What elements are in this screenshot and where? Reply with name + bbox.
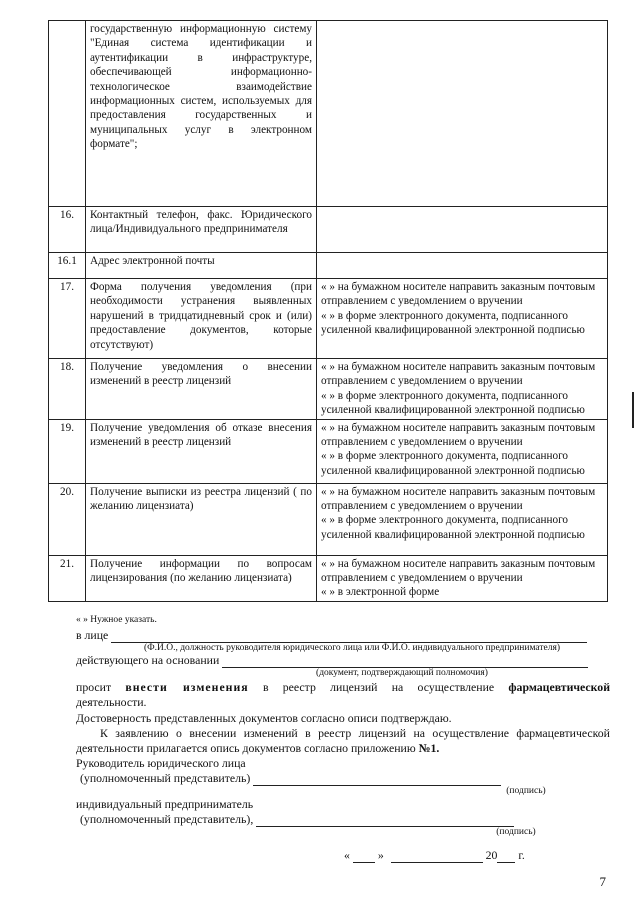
request-end: деятельности. [76, 695, 147, 709]
ip-rep-line [80, 812, 614, 827]
signature-hint-2: (подпись) [496, 827, 536, 837]
row-field-label: Получение уведомления о внесении изменений в реестр лицензий [86, 359, 317, 420]
row-field-value[interactable] [317, 253, 608, 279]
head-rep-line [80, 771, 614, 786]
table-row [49, 253, 608, 279]
row-field-label: Адрес электронной почты [86, 253, 317, 279]
date-day-field[interactable] [353, 862, 375, 863]
confirm-text: Достоверность представленных документов согласно описи подтверждаю. [76, 711, 452, 725]
acting-hint: (документ, подтверждающий полномочия) [316, 668, 488, 678]
request-pre: просит [76, 680, 112, 694]
row-field-value[interactable] [317, 21, 608, 207]
date-close: » [377, 848, 384, 862]
attach-body: К заявлению о внесении изменений в реестр лицензий на осуществление фармацевтической деятельности прилагается опись документов согласно приложению [76, 726, 610, 755]
request-bold2: фармацевтической [508, 680, 610, 694]
acting-label: действующего на основании [76, 653, 220, 667]
table-row [49, 21, 608, 207]
acting-line [76, 653, 610, 668]
row-number: 21. [49, 555, 86, 601]
row-number: 16. [49, 207, 86, 253]
row-field-value[interactable] [317, 207, 608, 253]
table-row [49, 359, 608, 420]
row-number: 20. [49, 483, 86, 555]
ip-label: индивидуальный предприниматель [76, 797, 254, 811]
head-rep: (уполномоченный представитель) [80, 771, 251, 785]
request-mid: в реестр лицензий на осуществление [262, 680, 495, 694]
row-field-label: Получение информации по вопросам лицензирования (по желанию лицензиата) [86, 555, 317, 601]
date-suffix: г. [518, 848, 525, 862]
date-line [344, 848, 604, 863]
table-row [49, 555, 608, 601]
request-line [76, 680, 610, 695]
row-number: 19. [49, 419, 86, 483]
row-field-label: Получение выписки из реестра лицензий ( по желанию лицензиата) [86, 483, 317, 555]
row-number [49, 21, 86, 207]
head-signature-field[interactable] [253, 785, 501, 786]
row-field-value[interactable]: « » на бумажном носителе направить заказным почтовым отправлением с уведомлением о вручении « » в электронной форме [317, 555, 608, 601]
row-field-label: Форма получения уведомления (при необходимости устранения выявленных нарушений в тридцатидневный срок и (или) предоставление документов, которые отсутствуют) [86, 279, 317, 359]
in-person-label: в лице [76, 628, 109, 642]
date-year: 20 [485, 848, 498, 862]
row-field-value[interactable]: « » на бумажном носителе направить заказным почтовым отправлением с уведомлением о вручении « » в форме электронного документа, подписанного усиленной квалифицированной электронной подписью [317, 279, 608, 359]
row-number: 16.1 [49, 253, 86, 279]
signature-hint: (подпись) [506, 786, 546, 796]
application-table [48, 20, 608, 602]
date-year-field[interactable] [497, 862, 515, 863]
head-label: Руководитель юридического лица [76, 756, 246, 770]
date-open: « [344, 848, 350, 862]
footnote: « » Нужное указать. [76, 615, 157, 625]
request-bold: внести изменения [125, 680, 249, 694]
row-field-label: Получение уведомления об отказе внесения изменений в реестр лицензий [86, 419, 317, 483]
row-number: 18. [49, 359, 86, 420]
table-row [49, 483, 608, 555]
table-row [49, 207, 608, 253]
page-number: 7 [599, 874, 606, 889]
row-field-label: Контактный телефон, факс. Юридического лица/Индивидуального предпринимателя [86, 207, 317, 253]
row-field-value[interactable]: « » на бумажном носителе направить заказным почтовым отправлением с уведомлением о вручении « » в форме электронного документа, подписанного усиленной квалифицированной электронной подписью [317, 359, 608, 420]
row-field-value[interactable]: « » на бумажном носителе направить заказным почтовым отправлением с уведомлением о вручении « » в форме электронного документа, подписанного усиленной квалифицированной электронной подписью [317, 419, 608, 483]
in-person-hint: (Ф.И.О., должность руководителя юридического лица или Ф.И.О. индивидуального предпринимателя) [143, 643, 561, 653]
margin-mark [632, 392, 634, 428]
date-month-field[interactable] [391, 862, 483, 863]
row-field-label: государственную информационную систему "Единая система идентификации и аутентификации в инфраструктуре, обеспечивающей информационно-технологическое взаимодействие информационных систем, используемых для предоставления государственных и муниципальных услуг в электронном формате"; [86, 21, 317, 207]
table-row [49, 419, 608, 483]
row-number: 17. [49, 279, 86, 359]
row-field-value[interactable]: « » на бумажном носителе направить заказным почтовым отправлением с уведомлением о вручении « » в форме электронного документа, подписанного усиленной квалифицированной электронной подписью [317, 483, 608, 555]
attach-number: №1. [418, 741, 440, 755]
in-person-line [76, 628, 610, 643]
attach-text [76, 726, 610, 756]
table-row [49, 279, 608, 359]
ip-rep: (уполномоченный представитель), [80, 812, 254, 826]
